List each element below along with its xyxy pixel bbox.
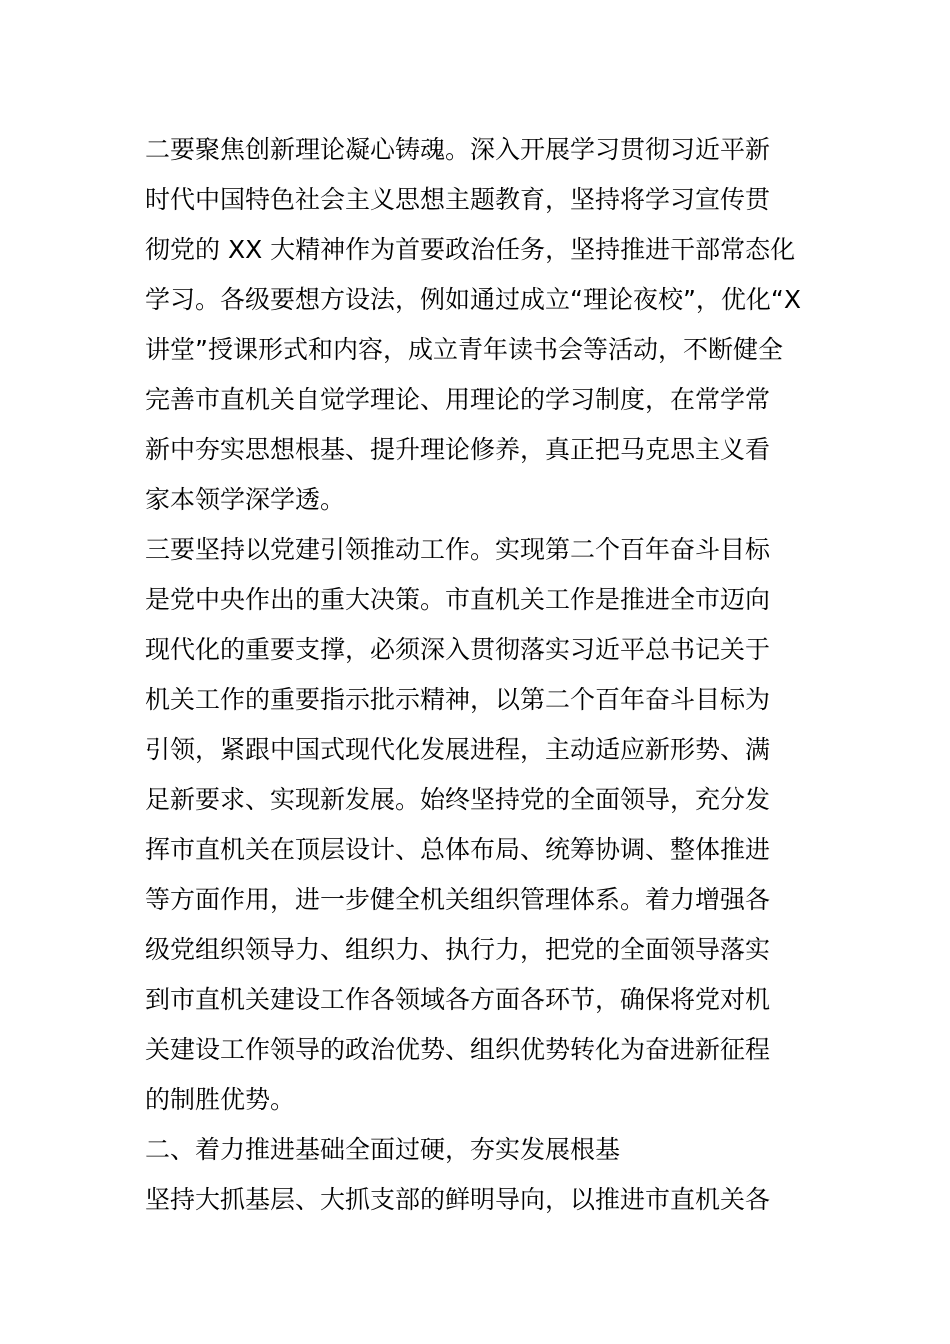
paragraph-line: 关建设工作领导的政治优势、组织优势转化为奋进新征程 bbox=[145, 1035, 771, 1064]
paragraph-line: 等方面作用，进一步健全机关组织管理体系。着力增强各 bbox=[145, 885, 771, 914]
paragraph-line: 三要坚持以党建引领推动工作。实现第二个百年奋斗目标 bbox=[145, 535, 771, 564]
paragraph-line: 新中夯实思想根基、提升理论修养，真正把马克思主义看 bbox=[145, 435, 771, 464]
paragraph-line: 二要聚焦创新理论凝心铸魂。深入开展学习贯彻习近平新 bbox=[145, 135, 771, 164]
paragraph-line: 引领，紧跟中国式现代化发展进程，主动适应新形势、满 bbox=[145, 735, 771, 764]
paragraph-line: 坚持大抓基层、大抓支部的鲜明导向，以推进市直机关各 bbox=[145, 1185, 771, 1214]
paragraph-line: 家本领学深学透。 bbox=[145, 485, 346, 514]
paragraph-line: 彻党的 XX 大精神作为首要政治任务，坚持推进干部常态化 bbox=[145, 235, 796, 264]
paragraph-line: 的制胜优势。 bbox=[145, 1085, 296, 1114]
paragraph-line: 机关工作的重要指示批示精神，以第二个百年奋斗目标为 bbox=[145, 685, 771, 714]
paragraph-line: 级党组织领导力、组织力、执行力，把党的全面领导落实 bbox=[145, 935, 771, 964]
paragraph-line: 讲堂”授课形式和内容，成立青年读书会等活动，不断健全 bbox=[145, 335, 783, 364]
paragraph-line: 现代化的重要支撑，必须深入贯彻落实习近平总书记关于 bbox=[145, 635, 771, 664]
paragraph-line: 是党中央作出的重大决策。市直机关工作是推进全市迈向 bbox=[145, 585, 771, 614]
paragraph-line: 学习。各级要想方设法，例如通过成立“理论夜校”，优化“X bbox=[145, 285, 801, 314]
paragraph-line: 足新要求、实现新发展。始终坚持党的全面领导，充分发 bbox=[145, 785, 771, 814]
section-heading: 二、着力推进基础全面过硬，夯实发展根基 bbox=[145, 1135, 621, 1164]
paragraph-line: 挥市直机关在顶层设计、总体布局、统筹协调、整体推进 bbox=[145, 835, 771, 864]
paragraph-line: 到市直机关建设工作各领域各方面各环节，确保将党对机 bbox=[145, 985, 771, 1014]
paragraph-line: 时代中国特色社会主义思想主题教育，坚持将学习宣传贯 bbox=[145, 185, 771, 214]
paragraph-line: 完善市直机关自觉学理论、用理论的学习制度，在常学常 bbox=[145, 385, 771, 414]
